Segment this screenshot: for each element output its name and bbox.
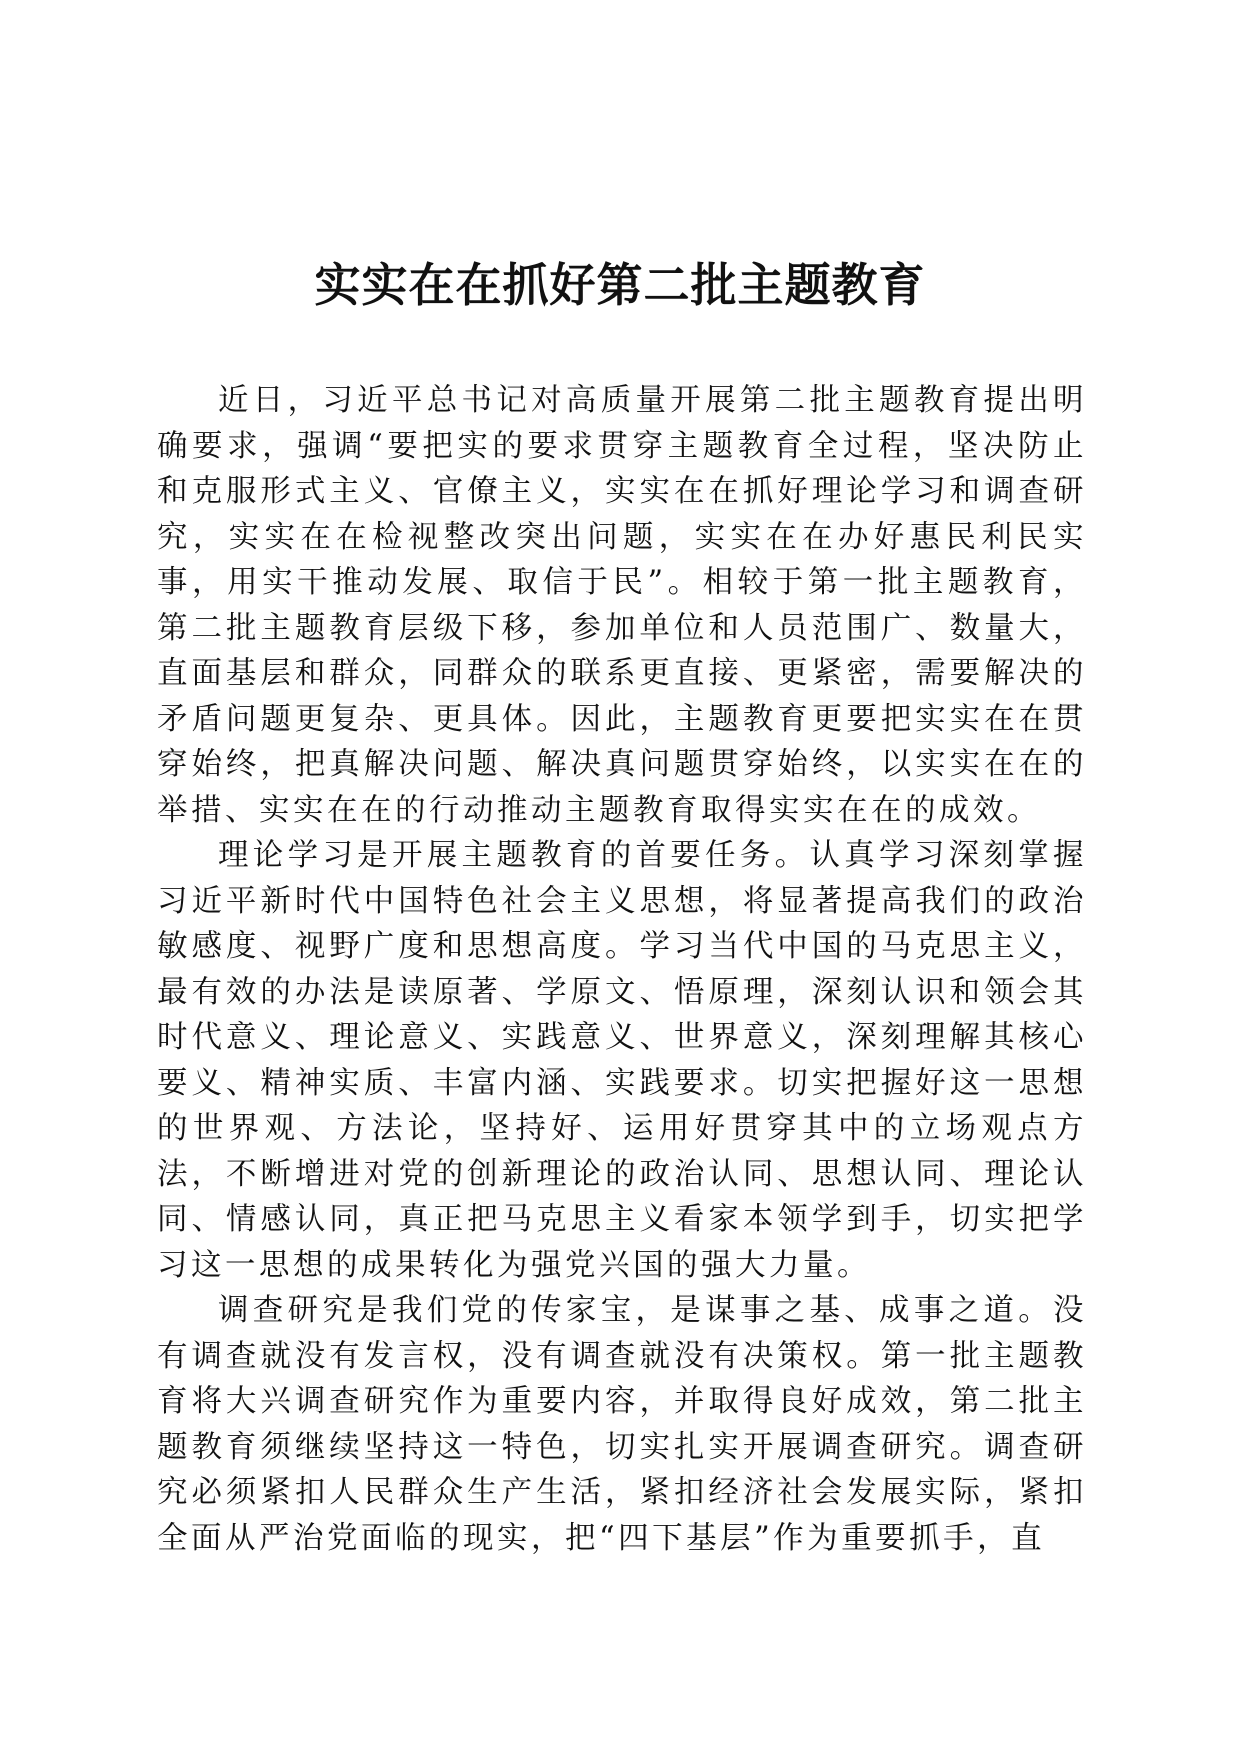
document-body xyxy=(157,378,1087,1561)
document-title: 实实在在抓好第二批主题教育 xyxy=(314,258,926,312)
paragraph-1: 近日，习近平总书记对高质量开展第二批主题教育提出明确要求，强调“要把实的要求贯穿主题教育全过程，坚决防止和克服形式主义、官僚主义，实实在在抓好理论学习和调查研究，实实在在检视整改突出问题，实实在在办好惠民利民实事，用实干推动发展、取信于民”。相较于第一批主题教育，第二批主题教育层级下移，参加单位和人员范围广、数量大，直面基层和群众，同群众的联系更直接、更紧密，需要解决的矛盾问题更复杂、更具体。因此，主题教育更要把实实在在贯穿始终，把真解决问题、解决真问题贯穿始终，以实实在在的举措、实实在在的行动推动主题教育取得实实在在的成效。 xyxy=(157,383,1087,828)
paragraph-3: 调查研究是我们党的传家宝，是谋事之基、成事之道。没有调查就没有发言权，没有调查就没有决策权。第一批主题教育将大兴调查研究作为重要内容，并取得良好成效，第二批主题教育须继续坚持这一特色，切实扎实开展调查研究。调查研究必须紧扣人民群众生产生活，紧扣经济社会发展实际，紧扣全面从严治党面临的现实，把“四下基层”作为重要抓手，直 xyxy=(157,1293,1087,1556)
paragraph-2: 理论学习是开展主题教育的首要任务。认真学习深刻掌握习近平新时代中国特色社会主义思想，将显著提高我们的政治敏感度、视野广度和思想高度。学习当代中国的马克思主义，最有效的办法是读原著、学原文、悟原理，深刻认识和领会其时代意义、理论意义、实践意义、世界意义，深刻理解其核心要义、精神实质、丰富内涵、实践要求。切实把握好这一思想的世界观、方法论，坚持好、运用好贯穿其中的立场观点方法，不断增进对党的创新理论的政治认同、思想认同、理论认同、情感认同，真正把马克思主义看家本领学到手，切实把学习这一思想的成果转化为强党兴国的强大力量。 xyxy=(157,838,1087,1283)
